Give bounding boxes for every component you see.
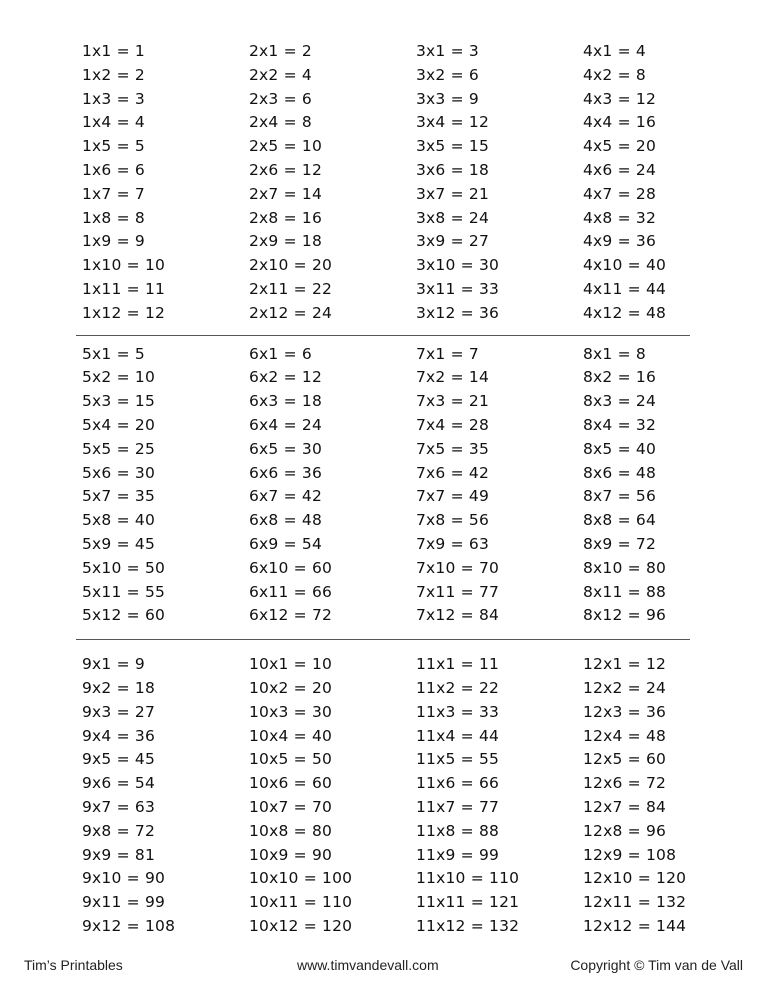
fact-3x12: 3x12 = 36 (416, 303, 500, 322)
fact-3x10: 3x10 = 30 (416, 256, 500, 275)
fact-4x5: 4x5 = 20 (583, 137, 657, 156)
fact-11x6: 11x6 = 66 (416, 774, 500, 793)
fact-8x10: 8x10 = 80 (583, 558, 667, 577)
times-2-column (249, 40, 416, 326)
times-1-column (82, 40, 249, 326)
fact-9x6: 9x6 = 54 (82, 774, 156, 793)
fact-10x8: 10x8 = 80 (249, 821, 333, 840)
fact-12x9: 12x9 = 108 (583, 845, 677, 864)
fact-9x2: 9x2 = 18 (82, 678, 156, 697)
fact-1x11: 1x11 = 11 (82, 279, 166, 298)
fact-4x6: 4x6 = 24 (583, 160, 657, 179)
fact-12x3: 12x3 = 36 (583, 702, 667, 721)
fact-3x4: 3x4 = 12 (416, 113, 490, 132)
fact-8x8: 8x8 = 64 (583, 511, 657, 530)
section-divider (76, 335, 690, 336)
fact-1x8: 1x8 = 8 (82, 208, 145, 227)
fact-7x1: 7x1 = 7 (416, 344, 479, 363)
fact-4x2: 4x2 = 8 (583, 65, 646, 84)
fact-12x1: 12x1 = 12 (583, 655, 667, 674)
fact-1x4: 1x4 = 4 (82, 113, 145, 132)
fact-6x5: 6x5 = 30 (249, 439, 323, 458)
fact-10x1: 10x1 = 10 (249, 655, 333, 674)
times-11-column (416, 653, 583, 939)
fact-7x5: 7x5 = 35 (416, 439, 490, 458)
fact-4x12: 4x12 = 48 (583, 303, 667, 322)
fact-5x8: 5x8 = 40 (82, 511, 156, 530)
fact-8x9: 8x9 = 72 (583, 534, 657, 553)
fact-5x5: 5x5 = 25 (82, 439, 156, 458)
times-7-column (416, 343, 583, 629)
fact-7x12: 7x12 = 84 (416, 606, 500, 625)
fact-3x8: 3x8 = 24 (416, 208, 490, 227)
fact-2x8: 2x8 = 16 (249, 208, 323, 227)
fact-9x9: 9x9 = 81 (82, 845, 156, 864)
fact-1x1: 1x1 = 1 (82, 42, 145, 60)
fact-6x1: 6x1 = 6 (249, 344, 312, 363)
fact-5x10: 5x10 = 50 (82, 558, 166, 577)
fact-5x6: 5x6 = 30 (82, 463, 156, 482)
fact-10x5: 10x5 = 50 (249, 750, 333, 769)
fact-1x6: 1x6 = 6 (82, 160, 145, 179)
fact-4x8: 4x8 = 32 (583, 208, 657, 227)
fact-11x7: 11x7 = 77 (416, 797, 500, 816)
fact-11x10: 11x10 = 110 (416, 869, 520, 888)
fact-5x12: 5x12 = 60 (82, 606, 166, 625)
fact-4x10: 4x10 = 40 (583, 256, 667, 275)
fact-4x9: 4x9 = 36 (583, 232, 657, 251)
fact-9x11: 9x11 = 99 (82, 893, 166, 912)
fact-3x5: 3x5 = 15 (416, 137, 490, 156)
fact-4x4: 4x4 = 16 (583, 113, 657, 132)
fact-12x4: 12x4 = 48 (583, 726, 667, 745)
fact-12x5: 12x5 = 60 (583, 750, 667, 769)
fact-3x1: 3x1 = 3 (416, 42, 479, 60)
fact-2x4: 2x4 = 8 (249, 113, 312, 132)
fact-5x7: 5x7 = 35 (82, 487, 156, 506)
fact-3x2: 3x2 = 6 (416, 65, 479, 84)
fact-9x1: 9x1 = 9 (82, 655, 145, 674)
section-divider (76, 639, 690, 640)
fact-11x11: 11x11 = 121 (416, 893, 520, 912)
fact-8x12: 8x12 = 96 (583, 606, 667, 625)
fact-6x12: 6x12 = 72 (249, 606, 333, 625)
fact-6x8: 6x8 = 48 (249, 511, 323, 530)
fact-1x9: 1x9 = 9 (82, 232, 145, 251)
fact-5x4: 5x4 = 20 (82, 415, 156, 434)
fact-3x7: 3x7 = 21 (416, 184, 490, 203)
fact-10x7: 10x7 = 70 (249, 797, 333, 816)
fact-6x7: 6x7 = 42 (249, 487, 323, 506)
fact-12x11: 12x11 = 132 (583, 893, 687, 912)
fact-5x9: 5x9 = 45 (82, 534, 156, 553)
fact-6x9: 6x9 = 54 (249, 534, 323, 553)
times-9-column (82, 653, 249, 939)
fact-10x6: 10x6 = 60 (249, 774, 333, 793)
fact-1x3: 1x3 = 3 (82, 89, 145, 108)
fact-3x3: 3x3 = 9 (416, 89, 479, 108)
fact-2x11: 2x11 = 22 (249, 279, 333, 298)
fact-11x4: 11x4 = 44 (416, 726, 500, 745)
fact-7x6: 7x6 = 42 (416, 463, 490, 482)
fact-12x6: 12x6 = 72 (583, 774, 667, 793)
fact-7x11: 7x11 = 77 (416, 582, 500, 601)
fact-2x10: 2x10 = 20 (249, 256, 333, 275)
fact-2x1: 2x1 = 2 (249, 42, 312, 60)
fact-10x11: 10x11 = 110 (249, 893, 353, 912)
fact-1x10: 1x10 = 10 (82, 256, 166, 275)
fact-3x9: 3x9 = 27 (416, 232, 490, 251)
fact-8x6: 8x6 = 48 (583, 463, 657, 482)
fact-1x5: 1x5 = 5 (82, 137, 145, 156)
fact-7x8: 7x8 = 56 (416, 511, 490, 530)
fact-9x5: 9x5 = 45 (82, 750, 156, 769)
fact-7x4: 7x4 = 28 (416, 415, 490, 434)
table-section-3 (82, 653, 694, 939)
fact-4x11: 4x11 = 44 (583, 279, 667, 298)
fact-1x12: 1x12 = 12 (82, 303, 166, 322)
fact-11x12: 11x12 = 132 (416, 916, 520, 935)
fact-8x11: 8x11 = 88 (583, 582, 667, 601)
fact-2x6: 2x6 = 12 (249, 160, 323, 179)
fact-8x4: 8x4 = 32 (583, 415, 657, 434)
footer-website-link[interactable]: www.timvandevall.com (297, 957, 439, 973)
fact-7x2: 7x2 = 14 (416, 368, 490, 387)
fact-10x2: 10x2 = 20 (249, 678, 333, 697)
fact-2x5: 2x5 = 10 (249, 137, 323, 156)
fact-6x2: 6x2 = 12 (249, 368, 323, 387)
fact-6x6: 6x6 = 36 (249, 463, 323, 482)
fact-6x10: 6x10 = 60 (249, 558, 333, 577)
fact-4x3: 4x3 = 12 (583, 89, 657, 108)
times-10-column (249, 653, 416, 939)
times-6-column (249, 343, 416, 629)
fact-5x3: 5x3 = 15 (82, 392, 156, 411)
fact-6x11: 6x11 = 66 (249, 582, 333, 601)
fact-11x8: 11x8 = 88 (416, 821, 500, 840)
fact-8x5: 8x5 = 40 (583, 439, 657, 458)
fact-11x2: 11x2 = 22 (416, 678, 500, 697)
fact-12x2: 12x2 = 24 (583, 678, 667, 697)
fact-9x12: 9x12 = 108 (82, 916, 176, 935)
fact-7x3: 7x3 = 21 (416, 392, 490, 411)
fact-12x8: 12x8 = 96 (583, 821, 667, 840)
fact-4x7: 4x7 = 28 (583, 184, 657, 203)
fact-1x7: 1x7 = 7 (82, 184, 145, 203)
fact-8x2: 8x2 = 16 (583, 368, 657, 387)
fact-6x4: 6x4 = 24 (249, 415, 323, 434)
fact-2x9: 2x9 = 18 (249, 232, 323, 251)
fact-9x7: 9x7 = 63 (82, 797, 156, 816)
fact-12x12: 12x12 = 144 (583, 916, 687, 935)
fact-5x2: 5x2 = 10 (82, 368, 156, 387)
fact-2x2: 2x2 = 4 (249, 65, 312, 84)
fact-6x3: 6x3 = 18 (249, 392, 323, 411)
fact-10x10: 10x10 = 100 (249, 869, 353, 888)
fact-2x3: 2x3 = 6 (249, 89, 312, 108)
times-5-column (82, 343, 249, 629)
multiplication-table-sheet (82, 40, 694, 939)
fact-8x1: 8x1 = 8 (583, 344, 646, 363)
times-12-column (583, 653, 693, 939)
fact-11x1: 11x1 = 11 (416, 655, 500, 674)
table-section-2 (82, 343, 694, 629)
fact-2x7: 2x7 = 14 (249, 184, 323, 203)
footer-brand: Tim’s Printables (24, 957, 123, 973)
fact-3x6: 3x6 = 18 (416, 160, 490, 179)
fact-9x4: 9x4 = 36 (82, 726, 156, 745)
fact-7x10: 7x10 = 70 (416, 558, 500, 577)
fact-10x9: 10x9 = 90 (249, 845, 333, 864)
times-8-column (583, 343, 693, 629)
fact-5x11: 5x11 = 55 (82, 582, 166, 601)
fact-12x10: 12x10 = 120 (583, 869, 687, 888)
fact-3x11: 3x11 = 33 (416, 279, 500, 298)
fact-1x2: 1x2 = 2 (82, 65, 145, 84)
fact-7x9: 7x9 = 63 (416, 534, 490, 553)
fact-8x7: 8x7 = 56 (583, 487, 657, 506)
fact-2x12: 2x12 = 24 (249, 303, 333, 322)
fact-9x3: 9x3 = 27 (82, 702, 156, 721)
fact-4x1: 4x1 = 4 (583, 42, 646, 60)
fact-7x7: 7x7 = 49 (416, 487, 490, 506)
fact-9x8: 9x8 = 72 (82, 821, 156, 840)
fact-11x3: 11x3 = 33 (416, 702, 500, 721)
fact-10x12: 10x12 = 120 (249, 916, 353, 935)
page-footer (0, 955, 768, 975)
fact-11x9: 11x9 = 99 (416, 845, 500, 864)
footer-copyright: Copyright © Tim van de Vall (570, 957, 743, 973)
fact-5x1: 5x1 = 5 (82, 344, 145, 363)
times-4-column (583, 40, 693, 326)
table-section-1 (82, 40, 694, 326)
times-3-column (416, 40, 583, 326)
fact-8x3: 8x3 = 24 (583, 392, 657, 411)
fact-11x5: 11x5 = 55 (416, 750, 500, 769)
fact-10x3: 10x3 = 30 (249, 702, 333, 721)
fact-12x7: 12x7 = 84 (583, 797, 667, 816)
fact-9x10: 9x10 = 90 (82, 869, 166, 888)
fact-10x4: 10x4 = 40 (249, 726, 333, 745)
